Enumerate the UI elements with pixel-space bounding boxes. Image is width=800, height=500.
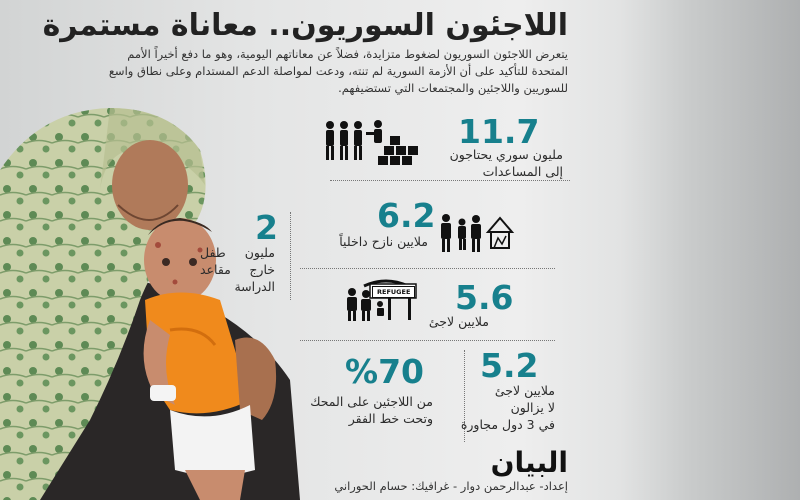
stat-value-displaced: 6.2 bbox=[377, 196, 436, 235]
stat-label-displaced: ملايين نازح داخلياً bbox=[339, 234, 428, 249]
stat-label-line: مليون طفل bbox=[200, 245, 275, 260]
refugee-group-icon bbox=[342, 276, 418, 322]
stat-value-children: 2 bbox=[255, 208, 278, 247]
stat-label-line: خارج مقاعد bbox=[200, 262, 275, 277]
stat-label-line: من اللاجئين على المحك bbox=[310, 394, 433, 409]
stat-label-poverty bbox=[303, 393, 433, 427]
divider bbox=[300, 340, 555, 341]
divider bbox=[300, 268, 555, 269]
stat-label-line: الدراسة bbox=[234, 279, 275, 294]
aid-queue-icon bbox=[322, 118, 422, 168]
stat-label-neighbors bbox=[445, 382, 555, 433]
stat-label-line: مليون سوري يحتاجون bbox=[449, 147, 563, 162]
page-title: اللاجئون السوريون.. معاناة مستمرة bbox=[42, 8, 568, 43]
credits: إعداد- عبدالرحمن دوار - غرافيك: حسام الحوراني bbox=[334, 479, 568, 493]
stat-label-children bbox=[200, 244, 275, 295]
stat-label-line: ملايين لاجئ bbox=[494, 383, 555, 398]
stat-label-line: في 3 دول مجاورة bbox=[460, 417, 555, 432]
stat-label-line: وتحت خط الفقر bbox=[348, 411, 433, 426]
divider bbox=[330, 180, 570, 181]
intro-paragraph: يتعرض اللاجئون السوريون لضغوط متزايدة، فضلاً عن معاناتهم اليومية، وهو ما دفع أخيراً الأمم المتحدة للتأكيد على أن الأزمة السورية لم تنته، ودعت لمواصلة الدعم المستدام وعلى نطاق واسع للسوريين واللاجئين والمجتمعات التي تستضيفهم. bbox=[108, 47, 568, 95]
stat-value-poverty: %70 bbox=[345, 352, 424, 391]
stat-label-refugees: ملايين لاجئ bbox=[428, 314, 489, 329]
stat-label-line: لا يزالون bbox=[510, 400, 555, 415]
stat-label-needs-aid bbox=[443, 146, 563, 180]
refugee-sign: REFUGEE bbox=[372, 286, 415, 298]
albayan-logo: البيان bbox=[490, 446, 568, 479]
stat-value-refugees: 5.6 bbox=[455, 278, 514, 317]
displaced-family-icon bbox=[436, 208, 516, 254]
stat-label-line: إلى المساعدات bbox=[482, 164, 563, 179]
stat-value-neighbors: 5.2 bbox=[480, 346, 539, 385]
stat-value-needs-aid: 11.7 bbox=[458, 112, 540, 151]
divider-vertical bbox=[290, 212, 291, 300]
